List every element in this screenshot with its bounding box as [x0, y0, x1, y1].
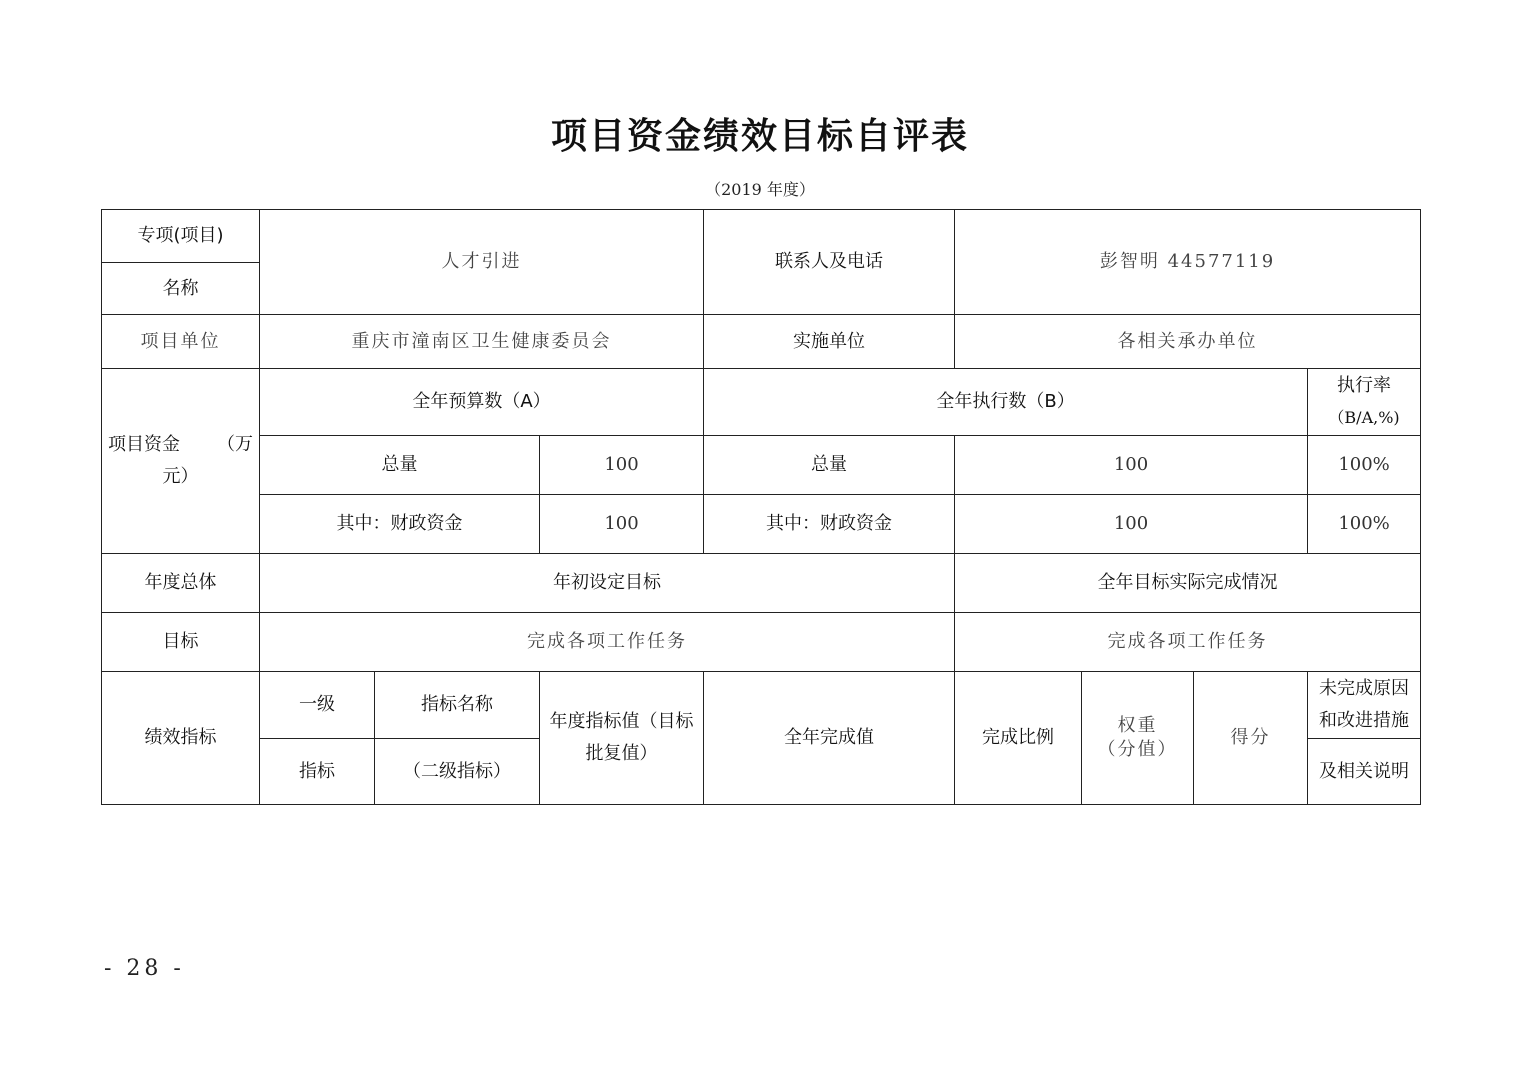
funds-label — [102, 369, 260, 554]
budget-total-value: 100 — [540, 436, 704, 495]
contact-value: 彭智明 44577119 — [955, 210, 1421, 315]
actual-completion-header: 全年目标实际完成情况 — [955, 554, 1421, 613]
completion-ratio-header: 完成比例 — [955, 672, 1082, 805]
project-unit-label: 项目单位 — [102, 315, 260, 369]
implementing-unit-value: 各相关承办单位 — [955, 315, 1421, 369]
rate-fiscal-value: 100% — [1308, 495, 1421, 554]
funds-label-part2: （万 — [217, 434, 253, 455]
implementing-unit-label: 实施单位 — [704, 315, 955, 369]
reason-line1: 未完成原因 — [1319, 678, 1410, 699]
reason-line2: 和改进措施 — [1319, 710, 1410, 731]
initial-goal-value: 完成各项工作任务 — [260, 613, 955, 672]
indicator-name-bottom: （二级指标） — [375, 739, 540, 805]
contact-label: 联系人及电话 — [704, 210, 955, 315]
funds-label-part3: 元） — [162, 466, 199, 487]
exec-fiscal-value: 100 — [955, 495, 1308, 554]
project-name-value: 人才引进 — [260, 210, 704, 315]
weight-line2: （分值） — [1097, 739, 1178, 760]
rate-total-value: 100% — [1308, 436, 1421, 495]
budget-fiscal-label: 其中：财政资金 — [260, 495, 540, 554]
annual-indicator-value-header — [540, 672, 704, 805]
year-subtitle: （2019 年度） — [705, 180, 815, 199]
exec-fiscal-label: 其中：财政资金 — [704, 495, 955, 554]
annual-goal-label-bottom: 目标 — [102, 613, 260, 672]
execution-header: 全年执行数（B） — [704, 369, 1308, 436]
page-title: 项目资金绩效目标自评表 — [550, 115, 969, 157]
project-name-label-top: 专项(项目) — [102, 210, 260, 263]
weight-header — [1082, 672, 1194, 805]
budget-total-label: 总量 — [260, 436, 540, 495]
budget-fiscal-value: 100 — [540, 495, 704, 554]
score-header: 得分 — [1194, 672, 1308, 805]
exec-total-value: 100 — [955, 436, 1308, 495]
performance-indicators-label: 绩效指标 — [102, 672, 260, 805]
project-unit-value: 重庆市潼南区卫生健康委员会 — [260, 315, 704, 369]
funds-label-part1: 项目资金 — [108, 434, 180, 455]
annual-value-line1: 年度指标值（目标 — [549, 711, 694, 732]
actual-completion-value: 完成各项工作任务 — [955, 613, 1421, 672]
annual-goal-label-top: 年度总体 — [102, 554, 260, 613]
rate-header-line2: （B/A,%) — [1328, 408, 1400, 427]
reason-header-bottom: 及相关说明 — [1308, 739, 1421, 805]
rate-header-line1: 执行率 — [1337, 375, 1392, 396]
initial-goal-header: 年初设定目标 — [260, 554, 955, 613]
evaluation-table — [101, 209, 1421, 805]
weight-line1: 权重 — [1117, 715, 1158, 736]
budget-header: 全年预算数（A） — [260, 369, 704, 436]
reason-header-top — [1308, 672, 1421, 739]
exec-total-label: 总量 — [704, 436, 955, 495]
level1-indicator-top: 一级 — [260, 672, 375, 739]
full-year-value-header: 全年完成值 — [704, 672, 955, 805]
page-number: - 28 - — [104, 956, 185, 981]
execution-rate-header — [1308, 369, 1421, 436]
project-name-label-bottom: 名称 — [102, 263, 260, 315]
level1-indicator-bottom: 指标 — [260, 739, 375, 805]
annual-value-line2: 批复值） — [585, 743, 658, 764]
indicator-name-top: 指标名称 — [375, 672, 540, 739]
